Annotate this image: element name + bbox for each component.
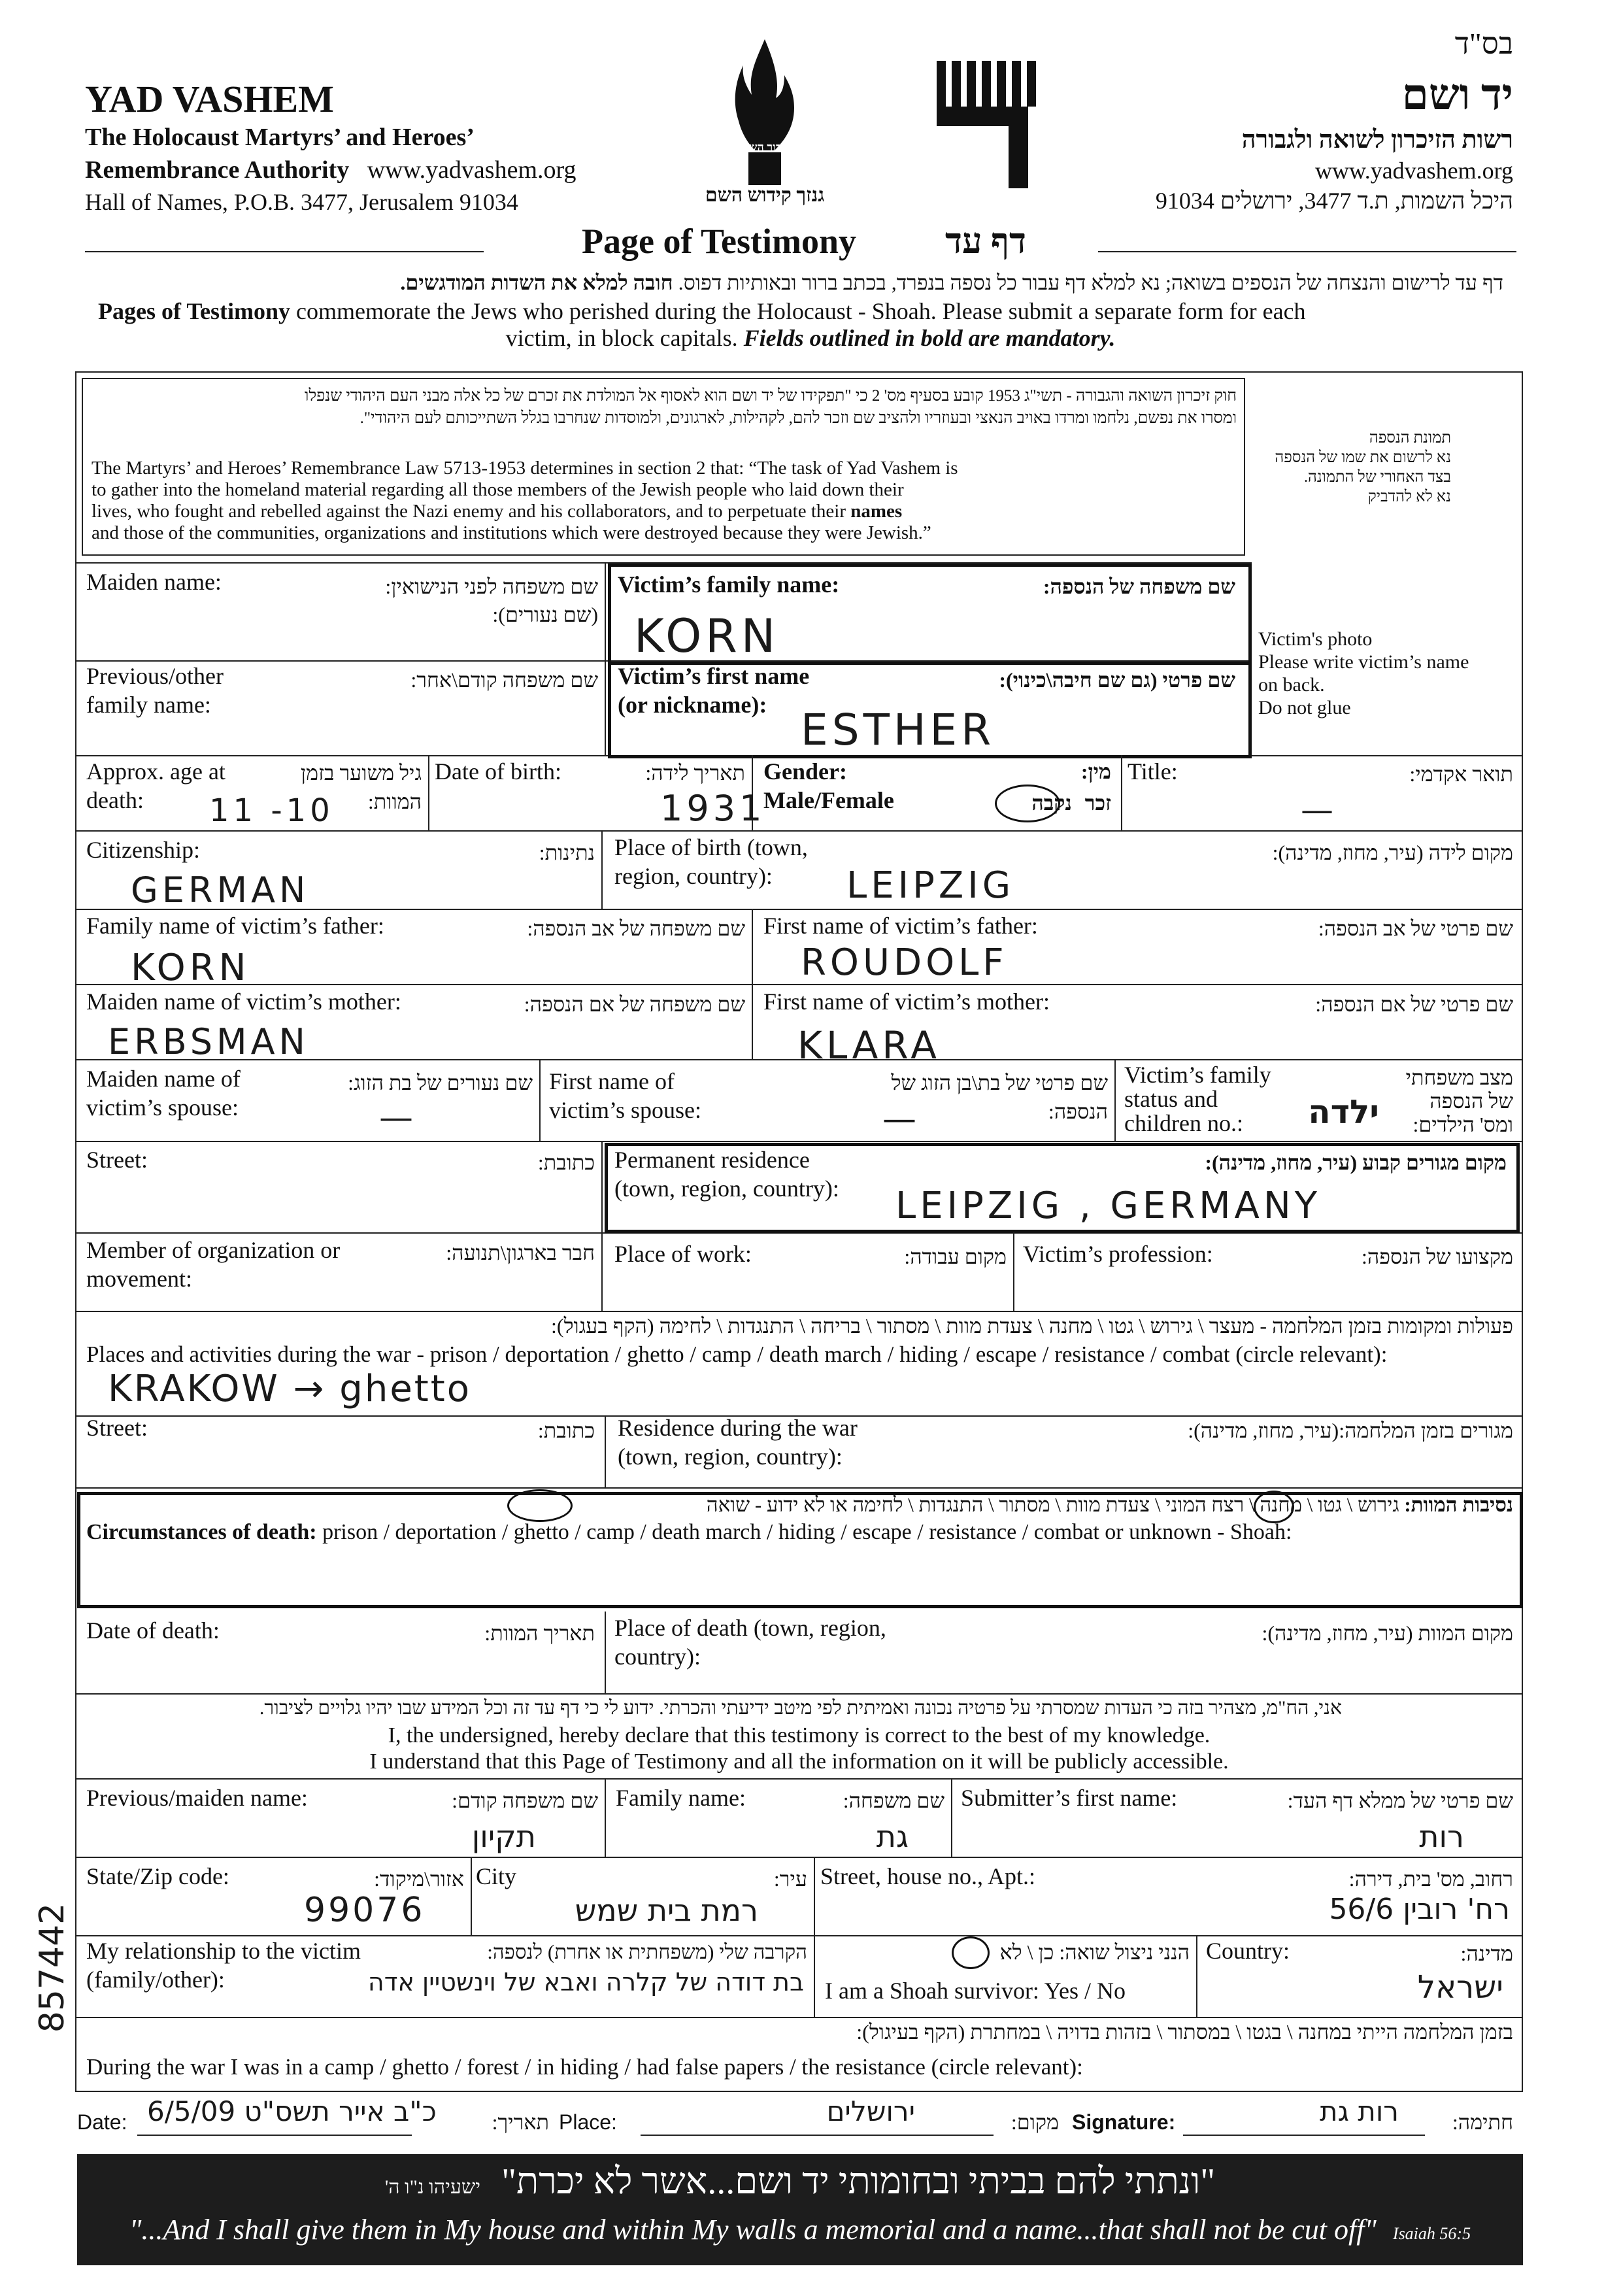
spouse-maiden-value[interactable]: —	[379, 1098, 413, 1138]
org-he-line1: רשות הזיכרון לשואה ולגבורה	[1241, 126, 1513, 154]
family-name-label: Victim’s family name:	[618, 571, 840, 598]
instructions-he-text: דף עד לרישום והנצחה של הנספים בשואה; נא למלא דף עבור כל נספה בנפרד, בכתב ברור ובאותיות דפוס.	[678, 271, 1503, 294]
flame-icon	[729, 36, 801, 186]
sub-first-label: Submitter’s first name:	[961, 1785, 1178, 1811]
date-label: Date:	[77, 2110, 127, 2134]
rule-sub3-v1	[814, 1935, 815, 2017]
rule-death-v1	[605, 1612, 606, 1693]
activities-label-en: Places and activities during the war - prison / deportation / ghetto / camp / death march / hiding / escape / resistance / combat (circle relevant):	[86, 1342, 1388, 1367]
beshd: בס"ד	[1454, 27, 1513, 60]
war-residence-label-he: מגורים בזמן המלחמה:(עיר, מחוז, מדינה):	[1188, 1419, 1513, 1442]
mother-maiden-label-he: שם משפחה של אם הנספה:	[524, 992, 745, 1016]
date-underline	[137, 2135, 412, 2136]
title-label-he: תואר אקדמי:	[1409, 762, 1513, 786]
sub-country-value[interactable]: ישראל	[1417, 1969, 1503, 2006]
spouse-first-label-he: שם פרטי של בת\בן הזוג של הנספה:	[891, 1071, 1108, 1123]
sub-city-label-he: עיר:	[773, 1867, 807, 1891]
rule-r4-top	[75, 830, 1523, 832]
gender-male-he[interactable]: זכר	[1084, 791, 1111, 815]
date-label-he: תאריך:	[492, 2110, 549, 2134]
rule-r7-v2	[1114, 1059, 1116, 1141]
signature-label: Signature:	[1072, 2110, 1176, 2134]
father-family-label: Family name of victim’s father:	[86, 913, 384, 939]
citizenship-label-he: נתינות:	[539, 841, 595, 864]
spouse-first-label: First name of victim’s spouse:	[549, 1068, 701, 1123]
citizenship-value[interactable]: GERMAN	[131, 869, 310, 911]
declaration-he: אני, הח"מ, מצהיר בזה כי העדות שמסרתי על פרטיה נכונה ואמיתית לפי מיטב ידיעתי והכרתי. ידוע לי כי דף עד זה וכל המידע שבו יהיו גלויים לציבור.	[259, 1697, 1343, 1719]
rule-r8-v1	[601, 1141, 603, 1232]
sub-street-value[interactable]: רח' רובין 56/6	[1329, 1893, 1510, 1926]
war-residence-label: Residence during the war (town, region, country):	[618, 1415, 858, 1470]
sub-first-value[interactable]: רות	[1419, 1819, 1464, 1854]
sub-survivor-en: I am a Shoah survivor: Yes / No	[825, 1978, 1126, 2004]
maiden-name-label-he2: (שם נעורים):	[492, 603, 598, 626]
footer-he-ref: ישעיהו נ"ו ה'	[384, 2176, 481, 2198]
sub-city-label: City	[476, 1863, 517, 1889]
spouse-first-value[interactable]: —	[882, 1100, 916, 1139]
place-death-label-he: מקום המוות (עיר, מחוז, מדינה):	[1262, 1621, 1513, 1645]
website-he: www.yadvashem.org	[1315, 158, 1513, 184]
yad-vashem-mark-icon	[933, 58, 1038, 195]
rule-r10-top	[75, 1311, 1523, 1312]
shoah-circle-he	[507, 1489, 573, 1522]
prev-family-label-he: שם משפחה קודם\אחר:	[410, 668, 598, 692]
ghetto-circle-he	[1254, 1491, 1294, 1523]
footer-en-ref: Isaiah 56:5	[1392, 2224, 1471, 2243]
rule-r6-top	[75, 984, 1523, 985]
sub-street-label: Street, house no., Apt.:	[820, 1863, 1035, 1889]
logo-inner-text: יזכור השם	[741, 141, 788, 154]
birthplace-label: Place of birth (town, region, country):	[614, 834, 808, 889]
flame-logo	[729, 36, 801, 186]
citizenship-label: Citizenship:	[86, 837, 200, 863]
address-en: Hall of Names, P.O.B. 3477, Jerusalem 91034	[85, 189, 518, 215]
prev-family-label: Previous/other family name:	[86, 663, 224, 718]
gender-label: Gender: Male/Female	[763, 758, 894, 813]
sub-country-label: Country:	[1206, 1938, 1290, 1964]
street-label: Street:	[86, 1147, 148, 1173]
org-en-line2	[85, 156, 576, 184]
circumstances-en	[86, 1520, 1292, 1545]
footer-he	[77, 2161, 1523, 2203]
page-title-he: דף עד	[945, 222, 1026, 261]
gender-female-circle	[995, 785, 1060, 822]
rule-submitter-top	[75, 1778, 1523, 1780]
rule-r12-split	[605, 562, 606, 755]
title-value[interactable]: —	[1301, 791, 1333, 829]
member-org-label-he: חבר בארגון\תנועה:	[446, 1241, 595, 1264]
profession-label-he: מקצועו של הנספה:	[1361, 1245, 1513, 1268]
place-death-label: Place of death (town, region, country):	[614, 1615, 886, 1670]
date-value[interactable]: 6/5/09 כ"ב אייר תשס"ט	[147, 2095, 437, 2127]
mother-first-label: First name of victim’s mother:	[763, 988, 1050, 1015]
circumstances-en-options: prison / deportation / ghetto / camp / death march / hiding / escape / resistance / combat or unknown - Shoah:	[316, 1520, 1292, 1544]
mother-first-label-he: שם פרטי של אם הנספה:	[1315, 992, 1513, 1016]
place-work-label: Place of work:	[614, 1241, 752, 1267]
sub-prev-value[interactable]: תקיון	[471, 1819, 536, 1854]
sub-zip-label: State/Zip code:	[86, 1863, 229, 1889]
sub-family-label-he: שם משפחה:	[843, 1789, 944, 1812]
rule-sub2-v1	[471, 1857, 472, 1935]
org-en-line1: The Holocaust Martyrs’ and Heroes’	[85, 124, 475, 151]
sub-zip-label-he: אזור\מיקוד:	[374, 1867, 464, 1891]
rule-sub4-top	[75, 2017, 1523, 2018]
circumstances-en-label: Circumstances of death:	[86, 1520, 317, 1544]
yad-vashem-logo	[933, 58, 1038, 195]
signature-underline	[1183, 2135, 1425, 2136]
instructions-en-1	[98, 297, 1510, 325]
law-en-3: lives, who fought and rebelled against the Nazi enemy and his collaborators, and to perpetuate their names	[92, 501, 903, 522]
date-death-label-he: תאריך המוות:	[484, 1621, 595, 1645]
activities-value[interactable]: KRAKOW → ghetto	[108, 1368, 471, 1410]
spouse-maiden-label-he: שם נעורים של בת הזוג:	[348, 1071, 533, 1094]
instructions-he-bold: חובה למלא את השדות המודגשים.	[400, 271, 673, 294]
instructions-en-mandatory: Fields outlined in bold are mandatory.	[743, 325, 1116, 351]
father-family-label-he: שם משפחה של אב הנספה:	[527, 917, 745, 940]
rule-r9-v2	[1013, 1232, 1014, 1311]
law-en-2: to gather into the homeland material regarding all those members of the Jewish people who laid down their	[92, 479, 904, 500]
law-en-1: The Martyrs’ and Heroes’ Remembrance Law 5713-1953 determines in section 2 that: “The task of Yad Vashem is	[92, 458, 958, 479]
footer-en	[77, 2213, 1523, 2246]
org-en-title: YAD VASHEM	[85, 78, 334, 120]
website-en: www.yadvashem.org	[367, 156, 577, 184]
footer-en-quote: "...And I shall give them in My house and within My walls a memorial and a name...that shall not be cut off"	[129, 2214, 1377, 2246]
sub-relationship-label-he: הקרבה שלי (משפחתית או אחרת) לנספה:	[487, 1940, 807, 1963]
margin-number: 857442	[33, 1902, 72, 2033]
survivor-no-circle	[952, 1936, 990, 1969]
title-label: Title:	[1128, 758, 1178, 785]
war-street-label-he: כתובת:	[537, 1419, 595, 1442]
spouse-maiden-label: Maiden name of victim’s spouse:	[86, 1066, 241, 1121]
sub-prev-label: Previous/maiden name:	[86, 1785, 308, 1811]
circumstances-he-options: גירוש \ גטו \ מחנה \ רצח המוני \ צעדת מוות \ מסתור \ התנגדות \ לחימה או לא ידוע - שואה	[706, 1493, 1399, 1516]
activities-label-he: פעולות ומקומות בזמן המלחמה - מעצר \ גירוש \ גטו \ מחנה \ צעדת מוות \ מסתור \ בריחה \ התנגדות \ לחימה (הקף בעגול):	[551, 1314, 1513, 1338]
maiden-name-label-he: שם משפחה לפני הנישואין:	[385, 575, 598, 598]
gender-female-he[interactable]: נקבה	[1031, 791, 1072, 815]
circumstances-he-label: נסיבות המוות:	[1404, 1493, 1513, 1516]
age-label: Approx. age at death:	[86, 758, 226, 813]
instructions-en-bold: Pages of Testimony	[98, 298, 291, 324]
logo-caption: גנזך קידוש השם	[705, 184, 825, 206]
rule-sub2-v2	[814, 1857, 815, 1935]
place-label: Place:	[559, 2110, 617, 2134]
war-street-label: Street:	[86, 1415, 148, 1441]
law-he-1: חוק זיכרון השואה והגבורה - תשי"ג 1953 קובע בסעיף מס' 2 כי "תפקידו של יד ושם הוא לאסוף אל המולדת את זכרם של כל אלה מבני העם היהודי שנפלו	[305, 387, 1237, 405]
mother-maiden-value[interactable]: ERBSMAN	[108, 1021, 309, 1062]
street-label-he: כתובת:	[537, 1151, 595, 1174]
father-first-label-he: שם פרטי של אב הנספה:	[1318, 917, 1513, 940]
profession-label: Victim’s profession:	[1023, 1241, 1213, 1267]
declaration-en-2: I understand that this Page of Testimony and all the information on it will be publicly accessible.	[369, 1749, 1229, 1774]
rule-declaration-top	[75, 1693, 1523, 1695]
signature-value[interactable]: רות גת	[1319, 2095, 1399, 2127]
declaration-en-1: I, the undersigned, hereby declare that this testimony is correct to the best of my knowledge.	[388, 1723, 1211, 1747]
gender-label-he: מין:	[1080, 760, 1111, 783]
birthplace-value[interactable]: LEIPZIG	[846, 864, 1015, 907]
dob-label-he: תאריך לידה:	[645, 761, 745, 785]
family-status-label-he: מצב משפחתי של הנספה ומס' הילדים:	[1405, 1066, 1513, 1136]
sub-country-label-he: מדינה:	[1460, 1942, 1513, 1965]
perm-residence-label-he: מקום מגורים קבוע (עיר, מחוז, מדינה):	[1205, 1151, 1507, 1174]
instructions-he	[92, 269, 1503, 295]
photo-instructions-en: Victim's photo Please write victim’s name on back. Do not glue	[1258, 628, 1469, 718]
during-war-en: During the war I was in a camp / ghetto / forest / in hiding / had false papers / the resistance (circle relevant):	[86, 2054, 1083, 2080]
rule-r8-top	[75, 1141, 1523, 1142]
mother-maiden-label: Maiden name of victim’s mother:	[86, 988, 401, 1015]
sub-relationship-value[interactable]: בת דודה של קלרה ואבא של וינשטיין אדה	[367, 1968, 804, 1997]
footer-he-quote: "ונתתי להם בביתי ובחומותי יד ושם...אשר לא יכרת"	[501, 2161, 1216, 2202]
sub-prev-label-he: שם משפחה קודם:	[452, 1789, 598, 1812]
rule-r4-v1	[601, 830, 603, 909]
law-he-2: ומסרו את נפשם, נלחמו ומרדו באויב הנאצי ובעוזריו ולהציב שם וזכר להם, לקהילות, לארגונים, ולמוסדות שנחרבו בגלל השתייכותם לעם היהודי".	[359, 409, 1237, 427]
sub-family-label: Family name:	[616, 1785, 746, 1811]
first-name-label: Victim’s first name (or nickname):	[618, 663, 810, 718]
place-underline	[641, 2135, 994, 2136]
title-rule-left	[85, 251, 484, 252]
maiden-name-label: Maiden name:	[86, 569, 222, 595]
place-value[interactable]: ירושלים	[826, 2095, 915, 2127]
place-work-label-he: מקום עבודה:	[904, 1245, 1007, 1268]
member-org-label: Member of organization or movement:	[86, 1237, 341, 1292]
rule-sub3-v2	[1196, 1935, 1197, 2017]
mother-first-value[interactable]: KLARA	[797, 1023, 941, 1068]
instructions-en-rest: commemorate the Jews who perished during the Holocaust - Shoah. Please submit a separate form for each	[290, 298, 1306, 324]
page-title: Page of Testimony	[582, 222, 857, 261]
date-death-label: Date of death:	[86, 1617, 220, 1644]
dob-label: Date of birth:	[435, 758, 561, 785]
sub-relationship-label: My relationship to the victim (family/other):	[86, 1938, 361, 1993]
age-value[interactable]: 11 -10	[209, 792, 334, 829]
sub-family-value[interactable]: גת	[876, 1819, 909, 1854]
perm-residence-label: Permanent residence (town, region, country):	[614, 1147, 839, 1202]
rule-sub2-top	[75, 1857, 1523, 1858]
birthplace-label-he: מקום לידה (עיר, מחוז, מדינה):	[1272, 841, 1513, 864]
instructions-en-line2: victim, in block capitals.	[505, 325, 738, 351]
father-first-label: First name of victim’s father:	[763, 913, 1038, 939]
family-name-label-he: שם משפחה של הנספה:	[1043, 575, 1235, 598]
place-label-he: מקום:	[1011, 2110, 1059, 2134]
org-en-authority: Remembrance Authority	[85, 156, 350, 184]
org-he-title: יד ושם	[1401, 71, 1513, 119]
rule-sub1-v1	[605, 1778, 606, 1857]
dob-value[interactable]: 1931	[660, 788, 766, 829]
law-en-4: and those of the communities, organizations and institutions which were destroyed because they were Jewish.”	[92, 522, 931, 543]
photo-instructions-he: תמונת הנספה נא לרשום את שמו של הנספה בצד האחורי של התמונה. נא לא להדביק	[1275, 430, 1451, 505]
sub-zip-value[interactable]: 99076	[304, 1891, 426, 1930]
sub-survivor-he: הנני ניצול שואה: כן \ לא	[999, 1940, 1190, 1964]
signature-label-he: חתימה:	[1452, 2110, 1513, 2134]
rule-r9-v1	[601, 1232, 603, 1311]
family-status-label: Victim’s family status and children no.:	[1124, 1062, 1271, 1136]
family-name-value[interactable]: KORN	[634, 609, 780, 663]
rule-r3-v3	[1121, 755, 1122, 830]
during-war-he: בזמן המלחמה הייתי במחנה \ בגטו \ במסתור \ בזהות בדויה \ במחתרת (הקף בעיגול):	[856, 2020, 1513, 2044]
title-rule-right	[1098, 251, 1516, 252]
father-family-value[interactable]: KORN	[131, 947, 250, 989]
first-name-value[interactable]: ESTHER	[801, 705, 995, 755]
sub-street-label-he: רחוב, מס' בית, דירה:	[1348, 1867, 1513, 1891]
rule-r12-top	[75, 1487, 1523, 1489]
rule-sub1-v2	[951, 1778, 952, 1857]
first-name-label-he: שם פרטי (גם שם חיבה\כינוי):	[999, 668, 1235, 692]
rule-r11-v1	[605, 1415, 606, 1487]
father-first-value[interactable]: ROUDOLF	[801, 941, 1008, 984]
age-label-he: גיל משוער בזמן המוות:	[300, 761, 422, 813]
perm-residence-value[interactable]: LEIPZIG , GERMANY	[895, 1185, 1321, 1227]
law-en	[92, 458, 1237, 544]
sub-city-value[interactable]: רמת בית שמש	[575, 1893, 758, 1928]
sub-first-label-he: שם פרטי של ממלא דף העד:	[1287, 1789, 1513, 1812]
address-he: היכל השמות, ת.ד 3477, ירושלים 91034	[1155, 188, 1513, 214]
instructions-en-2	[0, 324, 1621, 352]
rule-r3-v1	[428, 755, 429, 830]
family-status-value[interactable]: ילדה	[1308, 1093, 1379, 1131]
rule-r7-v1	[539, 1059, 541, 1141]
